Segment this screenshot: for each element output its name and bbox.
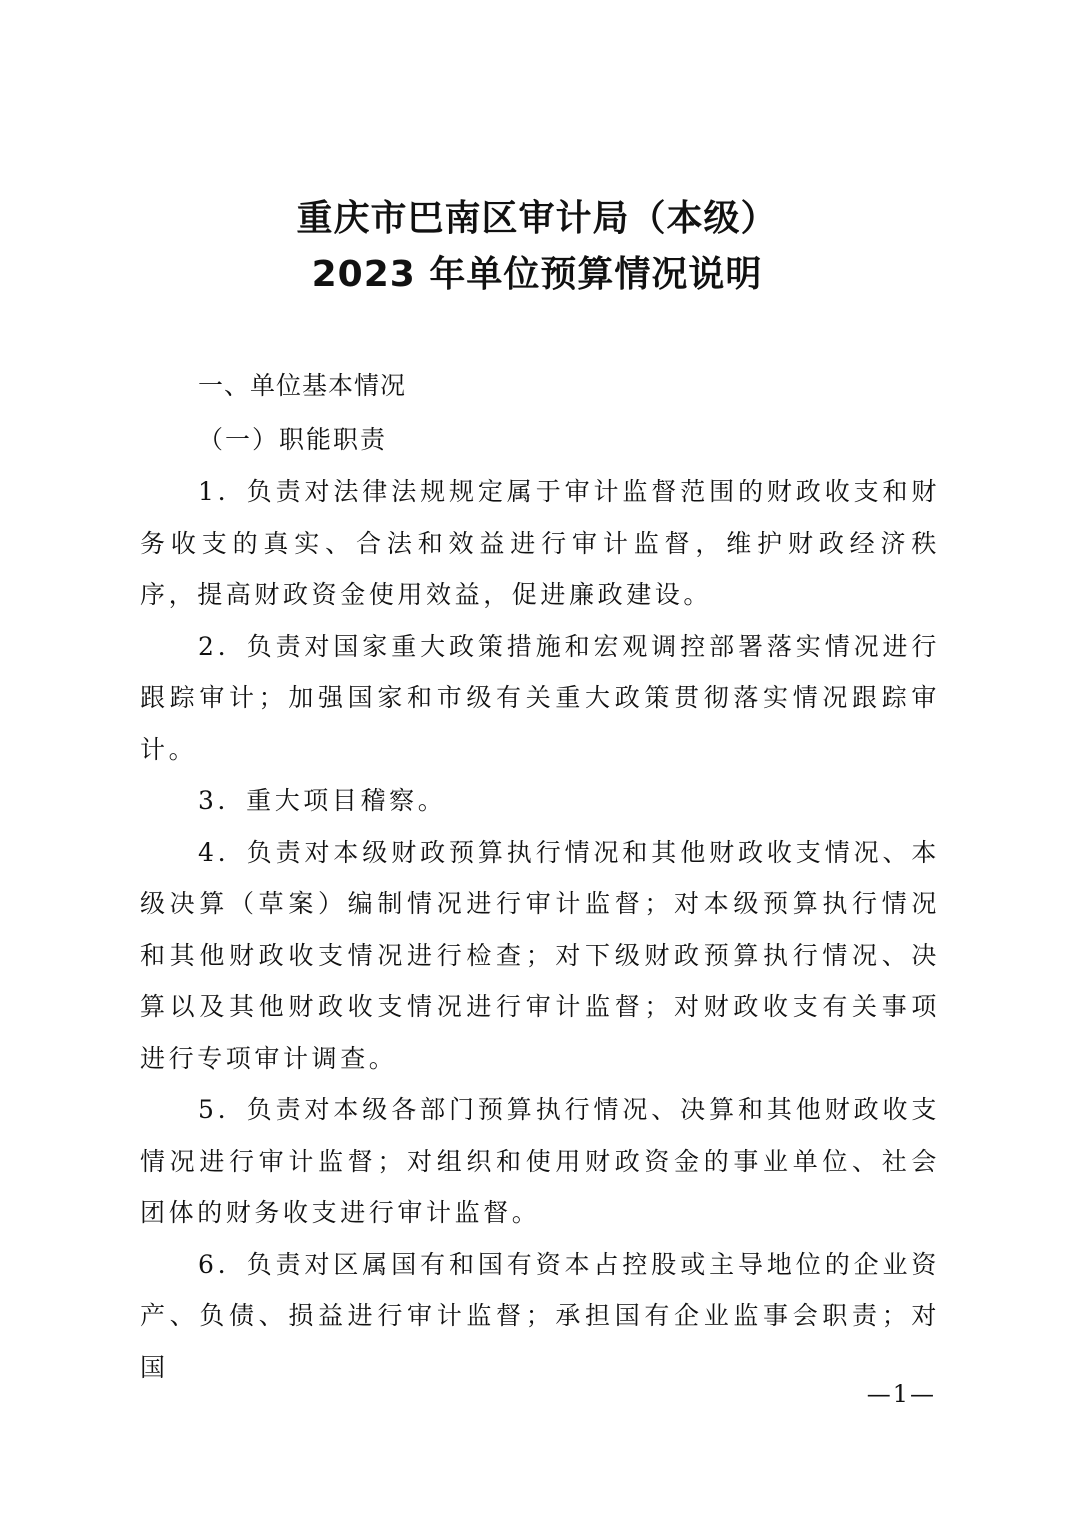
document-title-line1: 重庆市巴南区审计局（本级）: [296, 198, 778, 239]
paragraph-4: 4．负责对本级财政预算执行情况和其他财政收支情况、本级决算（草案）编制情况进行审计监督；对本级预算执行情况和其他财政收支情况进行检查；对下级财政预算执行情况、决算以及其他财政收支情况进行审计监督；对财政收支有关事项进行专项审计调查。: [140, 837, 940, 1073]
paragraph-5: 5．负责对本级各部门预算执行情况、决算和其他财政收支情况进行审计监督；对组织和使用财政资金的事业单位、社会团体的财务收支进行审计监督。: [140, 1095, 940, 1227]
document-title-line2: 2023 年单位预算情况说明: [311, 254, 763, 295]
document-body: [140, 360, 940, 1393]
paragraph-6: 6．负责对区属国有和国有资本占控股或主导地位的企业资产、负债、损益进行审计监督；承担国有企业监事会职责；对国: [140, 1249, 940, 1382]
paragraph-3: 3．重大项目稽察。: [198, 786, 447, 815]
paragraph-1: 1．负责对法律法规规定属于审计监督范围的财政收支和财务收支的真实、合法和效益进行审计监督，维护财政经济秩序，提高财政资金使用效益，促进廉政建设。: [140, 477, 940, 609]
subsection-heading: （一）职能职责: [198, 425, 388, 454]
paragraph-2: 2．负责对国家重大政策措施和宏观调控部署落实情况进行跟踪审计；加强国家和市级有关重大政策贯彻落实情况跟踪审计。: [140, 631, 940, 764]
page-number: —1—: [866, 1380, 936, 1408]
section-heading: 一、单位基本情况: [198, 371, 407, 400]
